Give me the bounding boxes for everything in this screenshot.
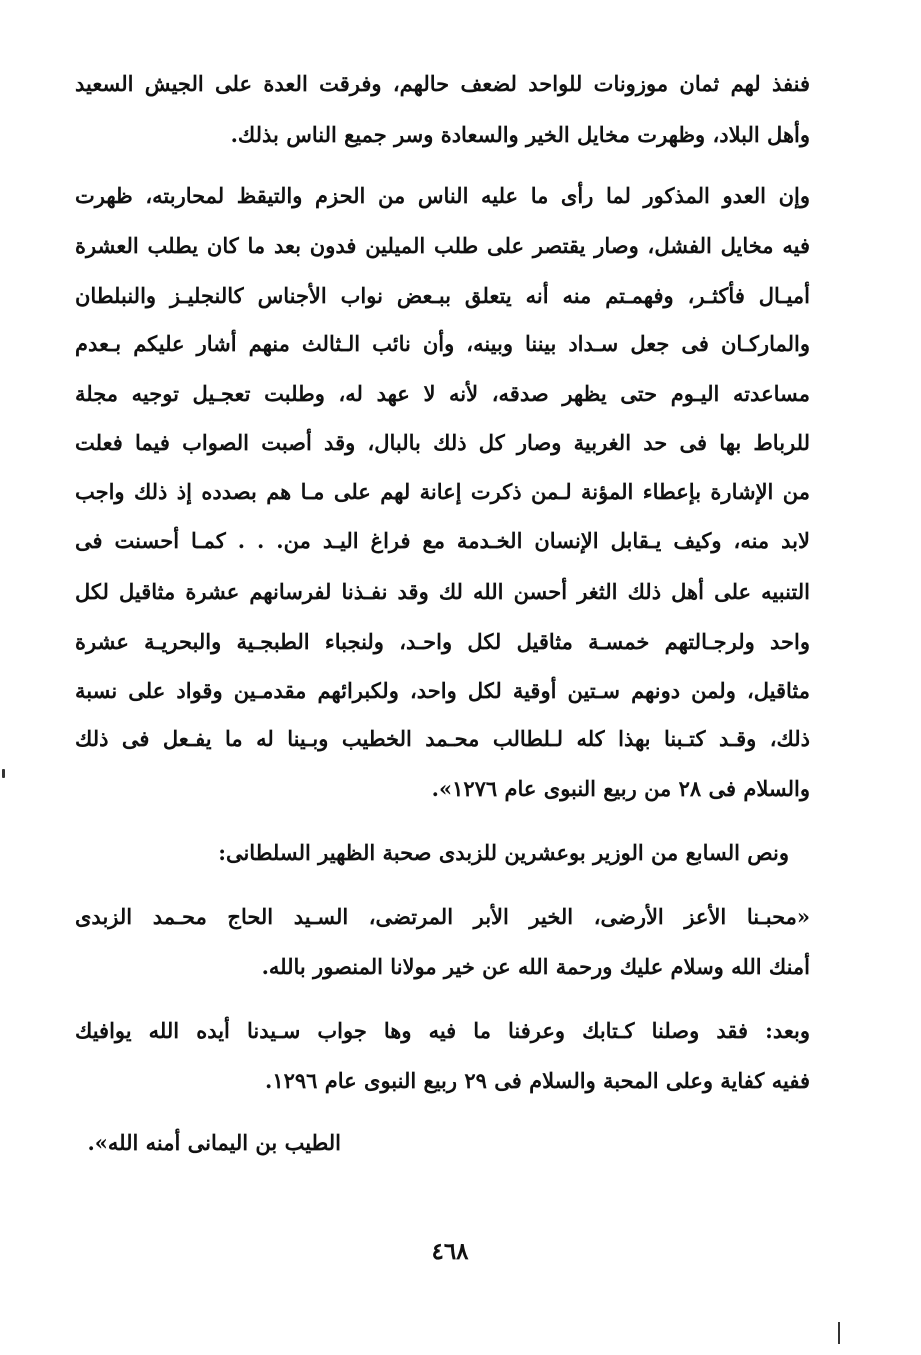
text-line: التنبيه على أهل ذلك الثغر أحسن الله لك وقد نفـذنا لفرسانهم عشرة مثاقيل لكل: [75, 579, 810, 604]
scan-mark: [838, 1322, 840, 1344]
page-number: ٤٦٨: [431, 1238, 469, 1265]
text-line: وأهل البلاد، وظهرت مخايل الخير والسعادة وسر جميع الناس بذلك.: [230, 122, 810, 147]
text-line: للرباط بها فى حد الغربية وصار كل ذلك بالبال، وقد أصبت الصواب فيما فعلت: [75, 430, 810, 455]
text-line: فنفذ لهم ثمان موزونات للواحد لضعف حالهم، وفرقت العدة على الجيش السعيد: [75, 71, 810, 96]
text-line: وإن العدو المذكور لما رأى ما عليه الناس من الحزم والتيقظ لمحاربته، ظهرت: [75, 183, 810, 208]
text-line: «محبـنا الأعز الأرضى، الخير الأبر المرتضى، السـيد الحاج محـمد الزبدى: [75, 904, 810, 929]
text-line: من الإشارة بإعطاء المؤنة لـمن ذكرت إعانة لهم على مـا هم بصدده إذ ذلك واجب: [75, 479, 810, 504]
text-line: لابد منه، وكيف يـقابل الإنسان الخـدمة مع فراغ اليـد من. . . كمـا أحسنت فى: [75, 528, 810, 553]
text-line: واحد ولرجـالتهم خمسـة مثاقيل لكل واحـد، ولنجباء الطبجـية والبحريـة عشرة: [75, 629, 810, 654]
text-line: الطيب بن اليمانى أمنه الله».: [87, 1130, 341, 1155]
text-line: ففيه كفاية وعلى المحبة والسلام فى ٢٩ ربيع النبوى عام ١٢٩٦.: [265, 1068, 810, 1093]
text-line: أمنك الله وسلام عليك ورحمة الله عن خير مولانا المنصور بالله.: [261, 954, 810, 979]
text-line: والماركـان فى جعل سـداد بيننا وبينه، وأن نائب الـثالث منهم أشار عليكم بـعدم: [75, 331, 810, 356]
text-line: فيه مخايل الفشل، وصار يقتصر على طلب الميلين فدون بعد ما كان يطلب العشرة: [75, 233, 810, 258]
text-line: ذلك، وقـد كتـبنا بهذا كله لـلطالب محـمد الخطيب وبـينا له ما يفـعل فى ذلك: [75, 726, 810, 751]
text-line: وبعد: فقد وصلنا كـتابك وعرفنا ما فيه وها جواب سـيدنا أيده الله يوافيك: [75, 1018, 810, 1043]
text-line: مثاقيل، ولمن دونهم سـتين أوقية لكل واحد، ولكبرائهم مقدمـين وقواد على نسبة: [75, 678, 810, 703]
text-line: مساعدته اليـوم حتى يظهر صدقه، لأنه لا عهد له، وطلبت تعجـيل توجيه مجلة: [75, 381, 810, 406]
text-line: أميـال فأكثـر، وفهمـتم منه أنه يتعلق ببـعض نواب الأجناس كالنجليـز والنبلطان: [75, 283, 810, 308]
text-line: ونص السابع من الوزير بوعشرين للزبدى صحبة الظهير السلطانى:: [218, 840, 789, 865]
scan-mark: [2, 769, 5, 778]
text-line: والسلام فى ٢٨ من ربيع النبوى عام ١٢٧٦».: [431, 776, 810, 801]
